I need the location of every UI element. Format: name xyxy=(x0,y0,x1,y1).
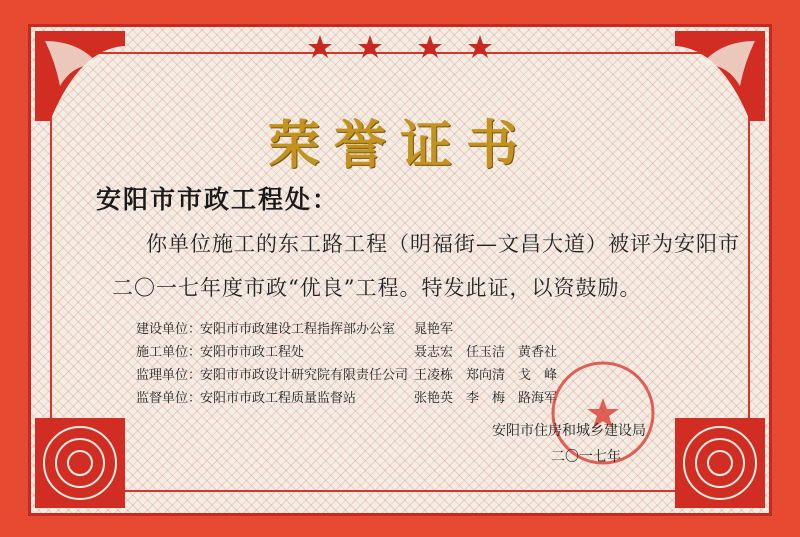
issue-date: 二〇一七年 xyxy=(551,449,621,465)
body-text-line-1: 你单位施工的东工路工程（明福街—文昌大道）被评为安阳市 xyxy=(146,232,740,256)
unit-label: 监理单位： xyxy=(136,368,202,383)
unit-name: 安阳市市政工程质量监督站 xyxy=(200,391,357,406)
unit-row-contractor xyxy=(136,341,584,364)
unit-people: 晁艳军 xyxy=(414,322,454,337)
unit-name: 安阳市市政工程处 xyxy=(200,345,305,360)
unit-label: 监督单位： xyxy=(136,391,202,406)
participating-units xyxy=(136,318,584,410)
unit-name: 安阳市市政设计研究院有限责任公司 xyxy=(200,368,409,383)
addressee: 安阳市市政工程处： xyxy=(96,185,340,214)
unit-label: 施工单位： xyxy=(136,345,202,360)
corner-ornament-bottom-left xyxy=(30,413,130,513)
issuer-name: 安阳市住房和城乡建设局 xyxy=(492,423,646,439)
unit-row-construction xyxy=(136,318,584,341)
unit-label: 建设单位： xyxy=(136,322,202,337)
unit-row-supervision xyxy=(136,364,584,387)
unit-row-quality-oversight xyxy=(136,387,584,410)
corner-ornament-bottom-right xyxy=(670,413,770,513)
unit-people: 王凌栋 郑向清 戈 峰 xyxy=(414,368,558,383)
unit-people: 聂志宏 任玉洁 黄香社 xyxy=(414,345,558,360)
star-ornaments xyxy=(300,30,500,60)
unit-people: 张艳英 李 梅 路海军 xyxy=(414,391,558,406)
body-text-line-2: 二〇一七年度市政“优良”工程。特发此证，以资鼓励。 xyxy=(112,276,642,300)
unit-name: 安阳市市政建设工程指挥部办公室 xyxy=(200,322,396,337)
certificate-title: 荣誉证书 xyxy=(267,115,532,176)
